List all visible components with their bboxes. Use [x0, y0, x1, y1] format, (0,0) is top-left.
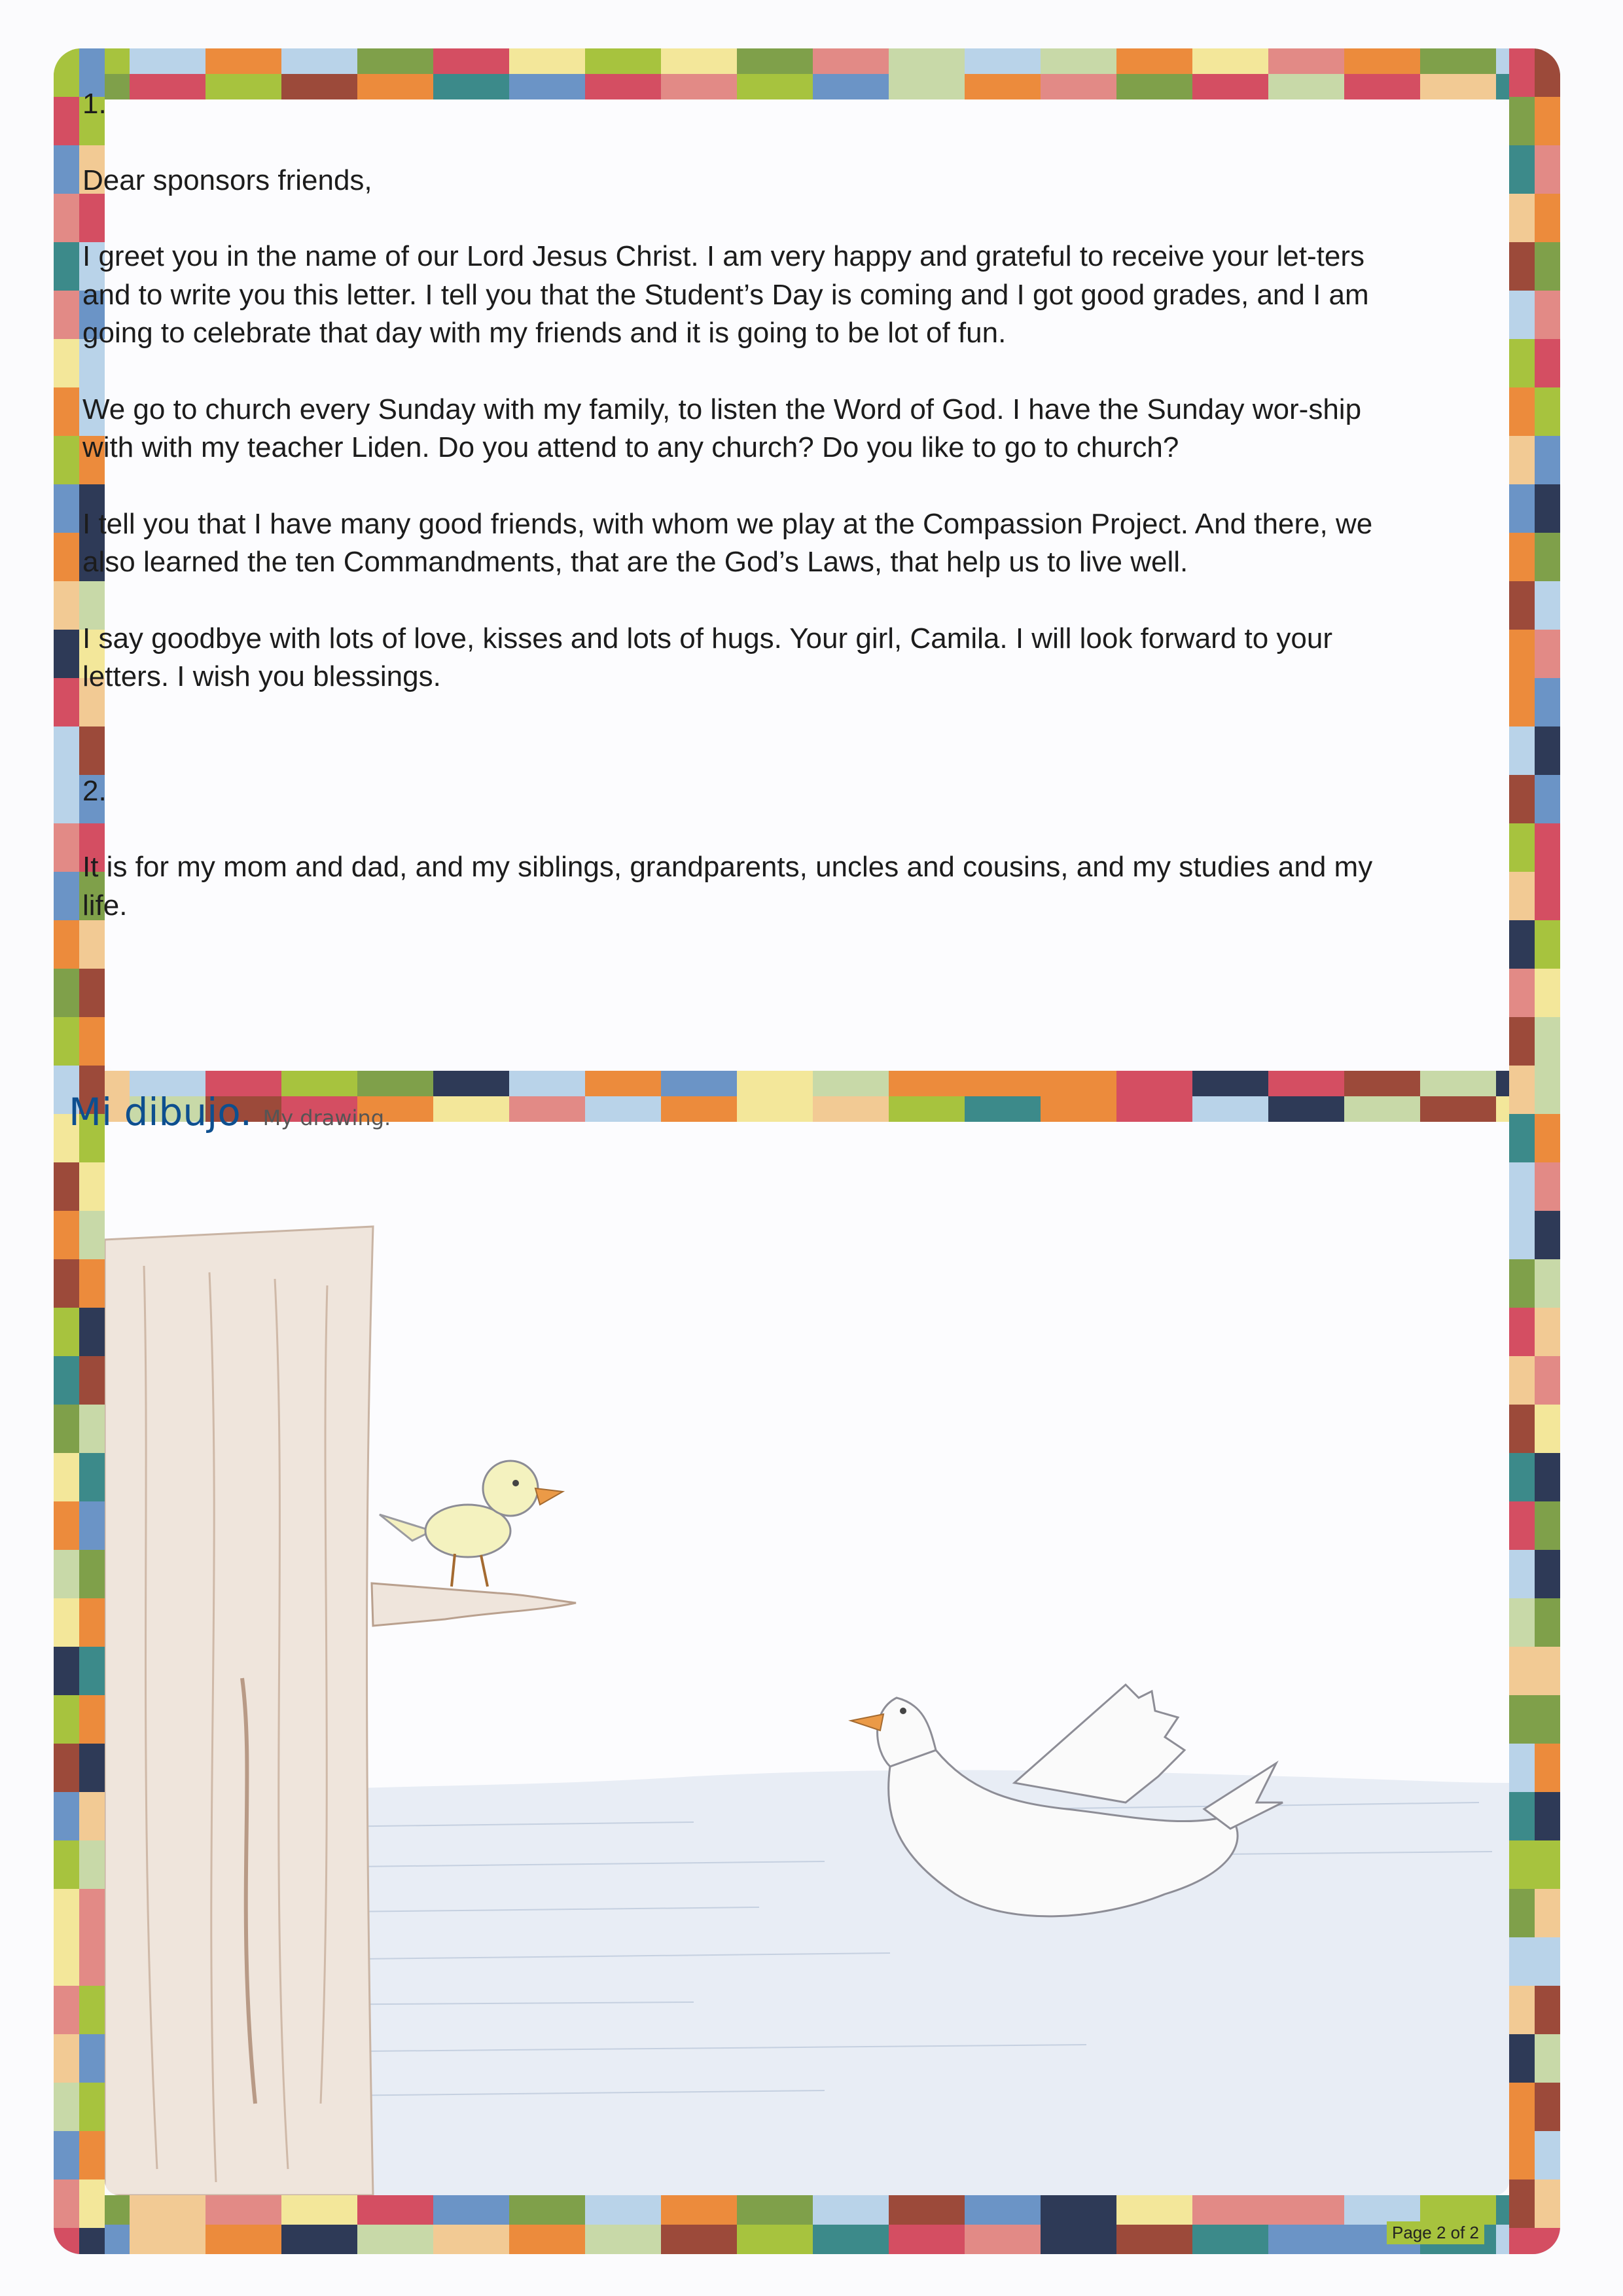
border-tile	[79, 1937, 105, 1986]
border-tile	[1509, 581, 1535, 630]
border-tile	[1509, 1066, 1535, 1114]
border-tile	[1509, 678, 1535, 726]
border-tile	[54, 1986, 79, 2034]
border-tile	[1420, 2195, 1496, 2225]
border-tile	[79, 1017, 105, 1066]
border-tile	[1116, 1096, 1192, 1122]
border-tile	[1116, 48, 1192, 74]
letter-paragraph-4: I say goodbye with lots of love, kisses and lots of hugs. Your girl, Camila. I will look forward to your letters. I wish you blessings.	[82, 622, 1333, 692]
border-tile	[54, 2131, 79, 2179]
border-tile	[79, 1744, 105, 1792]
border-tile	[205, 2195, 281, 2225]
border-tile	[1509, 1356, 1535, 1405]
border-tile	[1535, 1598, 1560, 1647]
border-tile	[1344, 48, 1420, 74]
border-tile	[1509, 2083, 1535, 2131]
border-tile	[661, 2225, 737, 2254]
border-tile	[1509, 1647, 1535, 1695]
border-tile	[1535, 1211, 1560, 1259]
border-tile	[1420, 48, 1496, 74]
border-tile	[54, 726, 79, 775]
border-tile	[54, 1889, 79, 1937]
border-tile	[1535, 1986, 1560, 2034]
border-tile	[1509, 1453, 1535, 1501]
border-tile	[1509, 2179, 1535, 2228]
border-tile	[1535, 1162, 1560, 1211]
border-tile	[1509, 194, 1535, 242]
border-tile	[1535, 630, 1560, 678]
border-tile	[54, 2179, 79, 2228]
border-tile	[965, 48, 1041, 74]
border-tile	[1192, 1096, 1268, 1122]
border-tile	[1116, 2225, 1192, 2254]
border-tile	[54, 872, 79, 920]
border-tile	[1535, 920, 1560, 969]
border-tile	[1509, 726, 1535, 775]
border-tile	[1509, 2034, 1535, 2083]
border-tile	[1509, 920, 1535, 969]
border-tile	[813, 2195, 889, 2225]
border-tile	[1535, 2179, 1560, 2228]
border-tile	[79, 1889, 105, 1937]
border-tile	[1535, 1550, 1560, 1598]
border-tile	[509, 48, 585, 74]
border-tile	[1509, 1695, 1535, 1744]
border-tile	[54, 1792, 79, 1840]
border-tile	[1509, 969, 1535, 1017]
border-tile	[509, 2195, 585, 2225]
border-tile	[1535, 1501, 1560, 1550]
border-tile	[54, 1501, 79, 1550]
border-tile	[54, 1598, 79, 1647]
border-tile	[1509, 1405, 1535, 1453]
border-tile	[1509, 1937, 1535, 1986]
border-tile	[54, 1308, 79, 1356]
border-tile	[54, 1259, 79, 1308]
drawing-panel	[105, 1122, 1509, 2195]
border-tile	[585, 2225, 661, 2254]
border-tile	[1041, 1071, 1116, 1096]
border-tile	[1268, 2195, 1344, 2225]
border-tile	[54, 2034, 79, 2083]
border-tile	[1420, 74, 1496, 99]
border-tile	[79, 1211, 105, 1259]
border-tile	[1509, 2131, 1535, 2179]
border-tile	[737, 2195, 813, 2225]
border-tile	[1509, 436, 1535, 484]
border-tile	[1192, 1071, 1268, 1096]
border-tile	[54, 1695, 79, 1744]
child-drawing	[105, 1122, 1509, 2195]
drawing-heading	[69, 1090, 391, 1134]
border-tile	[79, 2179, 105, 2228]
border-tile	[1509, 775, 1535, 823]
border-tile	[54, 97, 79, 145]
border-tile	[79, 1550, 105, 1598]
border-tile	[1535, 872, 1560, 920]
border-tile	[1509, 242, 1535, 291]
border-tile	[1535, 484, 1560, 533]
border-tile	[1509, 1211, 1535, 1259]
letter-paragraph-2: We go to church every Sunday with my family, to listen the Word of God. I have the Sunday wor-ship with with my teacher Liden. Do you attend to any church? Do you like to go to church?	[82, 393, 1362, 463]
border-tile	[737, 1096, 813, 1122]
border-tile	[54, 1405, 79, 1453]
section-2-label: 2.	[82, 774, 107, 807]
border-tile	[1344, 2195, 1420, 2225]
border-tile	[1535, 1889, 1560, 1937]
border-tile	[1041, 48, 1116, 74]
border-tile	[357, 48, 433, 74]
border-tile	[1509, 97, 1535, 145]
border-tile	[1509, 1744, 1535, 1792]
border-tile	[1535, 2034, 1560, 2083]
border-tile	[1509, 823, 1535, 872]
border-tile	[1535, 1840, 1560, 1889]
border-tile	[1116, 2195, 1192, 2225]
border-tile	[54, 387, 79, 436]
border-tile	[1509, 387, 1535, 436]
border-tile	[965, 2195, 1041, 2225]
border-tile	[661, 1096, 737, 1122]
border-tile	[737, 2225, 813, 2254]
border-tile	[79, 1308, 105, 1356]
border-tile	[965, 1096, 1041, 1122]
border-tile	[1509, 630, 1535, 678]
border-tile	[1509, 1114, 1535, 1162]
border-tile	[1535, 242, 1560, 291]
border-tile	[585, 2195, 661, 2225]
border-tile	[79, 1162, 105, 1211]
border-tile	[79, 1405, 105, 1453]
border-tile	[813, 2225, 889, 2254]
yellow-bird-drawing	[380, 1461, 563, 1587]
page-number: Page 2 of 2	[1387, 2221, 1484, 2244]
border-tile	[79, 969, 105, 1017]
border-tile	[965, 2225, 1041, 2254]
border-tile	[357, 2195, 433, 2225]
border-tile	[1192, 2225, 1268, 2254]
border-tile	[1535, 1695, 1560, 1744]
border-tile	[54, 630, 79, 678]
border-tile	[79, 2083, 105, 2131]
border-tile	[1535, 2228, 1560, 2254]
border-tile	[79, 1598, 105, 1647]
border-tile	[54, 823, 79, 872]
border-tile	[1535, 97, 1560, 145]
border-tile	[54, 1550, 79, 1598]
border-tile	[357, 2225, 433, 2254]
border-tile	[1535, 1744, 1560, 1792]
border-tile	[54, 2228, 79, 2254]
border-tile	[433, 1096, 509, 1122]
border-tile	[79, 1259, 105, 1308]
border-tile	[1535, 2131, 1560, 2179]
border-tile	[1041, 1096, 1116, 1122]
border-tile	[1509, 872, 1535, 920]
border-tile	[130, 2225, 205, 2254]
border-tile	[585, 48, 661, 74]
border-tile	[79, 1647, 105, 1695]
greeting: Dear sponsors friends,	[82, 164, 372, 196]
border-tile	[54, 1017, 79, 1066]
border-tile	[1535, 2083, 1560, 2131]
border-tile	[54, 775, 79, 823]
border-tile	[1535, 1066, 1560, 1114]
border-tile	[79, 2131, 105, 2179]
letter-body	[82, 85, 1398, 963]
border-tile	[1509, 484, 1535, 533]
border-tile	[1535, 1259, 1560, 1308]
border-tile	[1509, 145, 1535, 194]
border-tile	[1509, 533, 1535, 581]
section-2-text: It is for my mom and dad, and my siblings, grandparents, uncles and cousins, and my studies and my life.	[82, 851, 1373, 922]
border-tile	[1535, 1937, 1560, 1986]
border-tile	[1344, 1096, 1420, 1122]
border-tile	[1509, 1598, 1535, 1647]
border-tile	[281, 2225, 357, 2254]
border-tile	[509, 1071, 585, 1096]
section-1-label: 1.	[82, 88, 107, 120]
border-tile	[130, 48, 205, 74]
border-tile	[1535, 1792, 1560, 1840]
border-tile	[1535, 678, 1560, 726]
border-tile	[1268, 1071, 1344, 1096]
border-tile	[1509, 339, 1535, 387]
border-tile	[1041, 2225, 1116, 2254]
border-tile	[1535, 339, 1560, 387]
border-tile	[965, 1071, 1041, 1096]
letter-paragraph-1: I greet you in the name of our Lord Jesus Christ. I am very happy and grateful to receive your let-ters and to write you this letter. I tell you that the Student’s Day is coming and I got good grades, and I am going to celebrate that day with my friends and it is going to be lot of fun.	[82, 240, 1369, 349]
drawing-heading-spanish: Mi dibujo.	[69, 1090, 253, 1134]
border-tile	[1344, 1071, 1420, 1096]
border-tile	[54, 194, 79, 242]
border-tile	[1535, 48, 1560, 97]
border-tile	[1509, 291, 1535, 339]
border-tile	[79, 1356, 105, 1405]
border-tile	[1535, 726, 1560, 775]
border-tile	[1420, 1071, 1496, 1096]
border-tile	[1509, 2228, 1535, 2254]
border-tile	[1535, 1647, 1560, 1695]
border-tile	[1535, 1308, 1560, 1356]
border-tile	[1535, 145, 1560, 194]
border-tile	[205, 2225, 281, 2254]
border-tile	[54, 1453, 79, 1501]
border-tile	[1535, 823, 1560, 872]
border-tile	[813, 1096, 889, 1122]
border-tile	[433, 1071, 509, 1096]
border-tile	[54, 145, 79, 194]
border-tile	[509, 2225, 585, 2254]
border-tile	[79, 2228, 105, 2254]
border-tile	[1535, 1114, 1560, 1162]
border-tile	[79, 1986, 105, 2034]
border-tile	[54, 1840, 79, 1889]
border-tile	[54, 2083, 79, 2131]
border-tile	[1509, 1889, 1535, 1937]
border-tile	[79, 1792, 105, 1840]
border-tile	[1535, 581, 1560, 630]
border-tile	[1535, 969, 1560, 1017]
border-tile	[130, 2195, 205, 2225]
border-tile	[54, 1937, 79, 1986]
border-tile	[1509, 1550, 1535, 1598]
border-tile	[661, 48, 737, 74]
border-tile	[1420, 1096, 1496, 1122]
border-tile	[1535, 533, 1560, 581]
letter-paragraph-3: I tell you that I have many good friends, with whom we play at the Compassion Project. And there, we also learned the ten Commandments, that are the God’s Laws, that help us to live well.	[82, 507, 1373, 578]
border-tile	[1535, 1453, 1560, 1501]
border-tile	[1535, 1405, 1560, 1453]
border-tile	[54, 291, 79, 339]
border-tile	[737, 48, 813, 74]
border-tile	[889, 2225, 965, 2254]
border-tile	[1509, 1308, 1535, 1356]
border-tile	[1509, 1840, 1535, 1889]
border-tile	[281, 48, 357, 74]
border-tile	[1535, 194, 1560, 242]
border-tile	[1535, 775, 1560, 823]
border-tile	[661, 2195, 737, 2225]
border-tile	[54, 339, 79, 387]
border-tile	[889, 48, 965, 74]
border-tile	[585, 1071, 661, 1096]
border-tile	[1535, 1356, 1560, 1405]
border-tile	[54, 1211, 79, 1259]
border-tile	[1509, 1162, 1535, 1211]
border-tile	[1116, 1071, 1192, 1096]
border-tile	[1509, 1501, 1535, 1550]
border-tile	[509, 1096, 585, 1122]
border-tile	[54, 436, 79, 484]
border-tile	[1509, 48, 1535, 97]
border-tile	[889, 2195, 965, 2225]
border-tile	[1535, 291, 1560, 339]
border-tile	[1268, 48, 1344, 74]
border-tile	[1509, 1986, 1535, 2034]
border-tile	[79, 1695, 105, 1744]
border-tile	[1509, 1792, 1535, 1840]
border-tile	[54, 581, 79, 630]
border-tile	[205, 48, 281, 74]
border-tile	[661, 1071, 737, 1096]
border-tile	[1268, 2225, 1344, 2254]
border-tile	[1535, 1017, 1560, 1066]
border-tile	[54, 533, 79, 581]
border-tile	[54, 969, 79, 1017]
border-tile	[54, 1162, 79, 1211]
border-tile	[433, 2195, 509, 2225]
border-tile	[79, 1453, 105, 1501]
border-tile	[79, 1501, 105, 1550]
border-tile	[737, 1071, 813, 1096]
border-tile	[433, 48, 509, 74]
border-tile	[54, 242, 79, 291]
border-tile	[889, 1096, 965, 1122]
border-tile	[1192, 48, 1268, 74]
border-tile	[1535, 387, 1560, 436]
border-tile	[1268, 1096, 1344, 1122]
border-tile	[79, 1840, 105, 1889]
border-tile	[54, 1356, 79, 1405]
border-tile	[1041, 2195, 1116, 2225]
border-tile	[585, 1096, 661, 1122]
border-tile	[79, 2034, 105, 2083]
border-tile	[1509, 1259, 1535, 1308]
border-tile	[1535, 436, 1560, 484]
tree-branch	[372, 1583, 576, 1626]
drawing-heading-english: My drawing.	[262, 1105, 391, 1130]
border-tile	[54, 48, 79, 97]
border-tile	[54, 484, 79, 533]
border-tile	[54, 678, 79, 726]
border-tile	[433, 2225, 509, 2254]
border-tile	[813, 1071, 889, 1096]
border-tile	[54, 920, 79, 969]
border-tile	[281, 2195, 357, 2225]
border-tile	[1192, 2195, 1268, 2225]
border-tile	[54, 1647, 79, 1695]
border-tile	[889, 1071, 965, 1096]
border-tile	[54, 1744, 79, 1792]
border-tile	[1509, 1017, 1535, 1066]
border-tile	[813, 48, 889, 74]
